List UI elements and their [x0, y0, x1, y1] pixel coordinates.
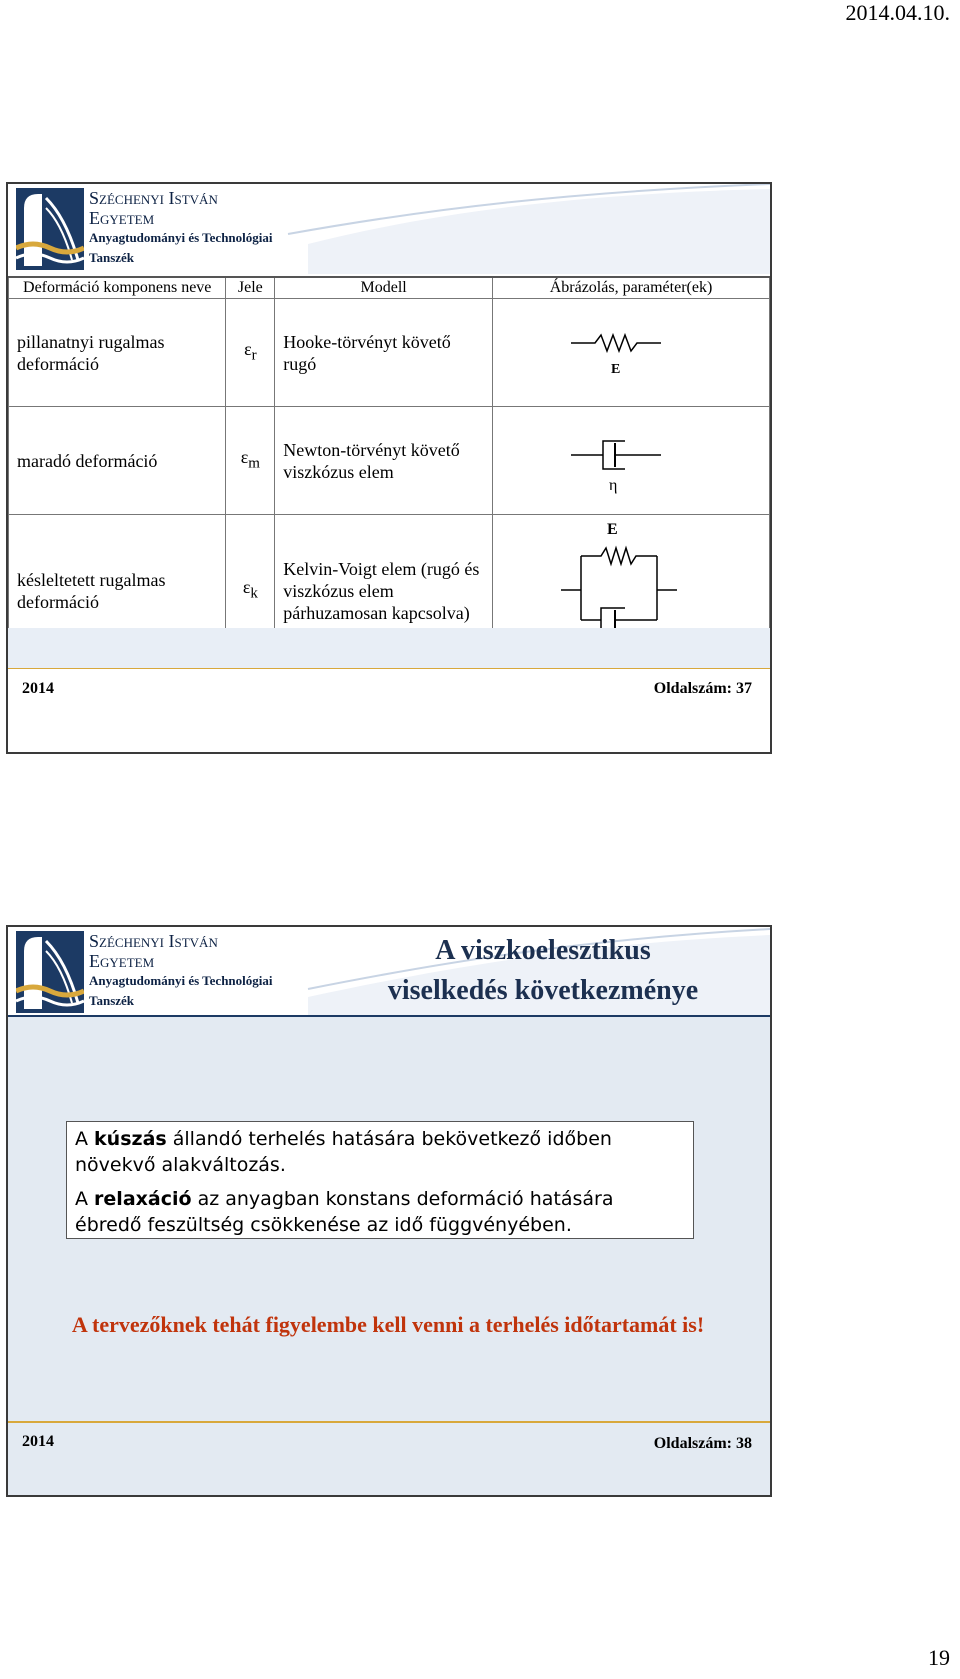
department-line1: Anyagtudományi és Technológiai — [89, 973, 273, 988]
deformation-model: Newton-törvényt követő viszkózus elem — [275, 407, 493, 515]
param-label: η — [609, 477, 618, 494]
deformation-symbol: $\varepsilon_k$ — [226, 515, 275, 667]
institution-name-line2: Egyetem — [89, 951, 155, 971]
department-line1: Anyagtudományi és Technológiai — [89, 230, 273, 245]
deformation-model: Kelvin-Voigt elem (rugó és viszkózus elem párhuzamosan kapcsolva) — [275, 515, 493, 667]
footer-page-number: Oldalszám: 38 — [653, 1435, 752, 1452]
footer-year: 2014 — [22, 680, 54, 697]
header-rule — [8, 1015, 770, 1017]
table-row — [9, 299, 770, 407]
institution-name — [89, 931, 273, 1011]
deformation-symbol: $\varepsilon_m$ — [226, 407, 275, 515]
spring-diagram — [493, 299, 770, 407]
page-number: 19 — [928, 1645, 950, 1670]
slide-header — [8, 927, 770, 1015]
slide-title-line2: viselkedés következménye — [387, 975, 699, 1006]
department-line2: Tanszék — [89, 993, 135, 1008]
slide-37 — [6, 182, 772, 754]
slide-bottom-band — [8, 628, 770, 668]
institution-name-line2: Egyetem — [89, 208, 155, 228]
definition-box — [66, 1121, 694, 1239]
deformation-name: késleltetett rugalmas deformáció — [9, 515, 226, 667]
department-line2: Tanszék — [89, 250, 135, 265]
footer-year: 2014 — [22, 1433, 54, 1450]
table-header: Jele — [226, 277, 275, 299]
spring-icon — [501, 303, 761, 403]
relaxation-definition: A relaxáció az anyagban konstans deformáció hatására ébredő feszültség csökkenése az idő függvényében. — [75, 1188, 614, 1236]
param-label: E — [611, 362, 621, 377]
dashpot-icon — [501, 411, 761, 511]
institution-name-line1: Széchenyi István — [89, 931, 218, 951]
footer-rule — [8, 668, 770, 669]
page-date: 2014.04.10. — [845, 0, 950, 25]
deformation-table — [8, 276, 770, 667]
institution-name-line1: Széchenyi István — [89, 188, 218, 208]
slide-38 — [6, 925, 772, 1497]
deformation-model: Hooke-törvényt követő rugó — [275, 299, 493, 407]
university-logo-icon — [16, 188, 84, 270]
creep-definition: A kúszás állandó terhelés hatására bekövetkező időben növekvő alakváltozás. — [75, 1128, 612, 1176]
university-logo-icon — [16, 931, 84, 1013]
institution-name — [89, 188, 273, 268]
table-header: Ábrázolás, paraméter(ek) — [493, 277, 770, 299]
slide-title-line1: A viszkoelesztikus — [435, 935, 651, 966]
dashpot-diagram — [493, 407, 770, 515]
table-row — [9, 407, 770, 515]
table-header: Deformáció komponens neve — [9, 277, 226, 299]
deformation-symbol: $\varepsilon_r$ — [226, 299, 275, 407]
deformation-name: pillanatnyi rugalmas deformáció — [9, 299, 226, 407]
footer-rule — [8, 1421, 770, 1423]
designer-note: A tervezőknek tehát figyelembe kell venni a terhelés időtartamát is! — [71, 1312, 705, 1337]
deformation-name: maradó deformáció — [9, 407, 226, 515]
param-label-top: E — [607, 521, 618, 538]
slide-header — [8, 184, 770, 274]
footer-page-number: Oldalszám: 37 — [653, 680, 752, 697]
table-header-row — [9, 277, 770, 299]
table-header: Modell — [275, 277, 493, 299]
slide-title — [318, 931, 768, 1011]
